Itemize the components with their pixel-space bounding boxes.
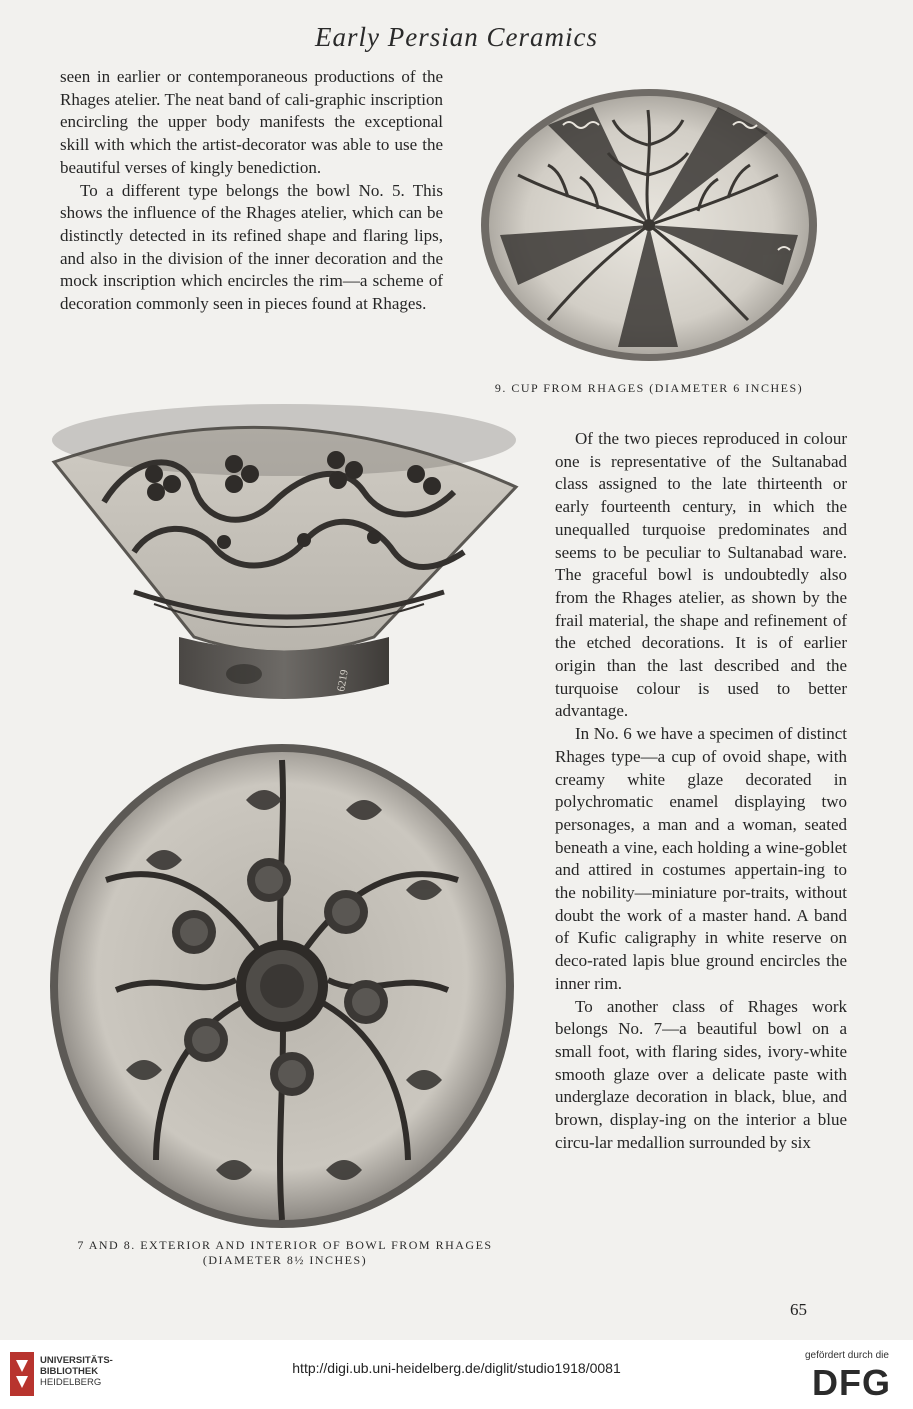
bowl-foot-label: 6219 <box>335 668 351 693</box>
library-name-line-1: UNIVERSITÄTS- <box>40 1355 113 1366</box>
right-paragraph-1: Of the two pieces reproduced in colour one is representative of the Sultanabad class assigned to the late thirteenth or early fourteenth century, in which the unequalled turquoise predominates and seems to be peculiar to Sultanabad ware. The graceful bowl is undoubtedly also from the Rhages atelier, as shown by the frail material, the shape and refinement of the etched decorations. It is of earlier origin than the last described and the turquoise colour is used to better advantage. <box>555 429 847 721</box>
right-paragraph-2: In No. 6 we have a specimen of distinct Rhages type—a cup of ovoid shape, with creamy white glaze decorated in polychromatic enamel displaying two personages, a man and a woman, seated beneath a vine, each holding a wine-goblet and attired in costumes appertain-ing to the nobility—miniature por-traits, without doubt the work of a master hand. A band of Kufic caligraphy in white reserve on deco-rated lapis blue ground encircles the inner rim. <box>555 724 847 993</box>
dfg-logo: DFG <box>812 1362 891 1403</box>
funded-by-label: gefördert durch die <box>805 1350 889 1361</box>
permalink[interactable]: http://digi.ub.uni-heidelberg.de/diglit/studio1918/0081 <box>292 1360 621 1376</box>
bowl-exterior-plate-image <box>44 392 524 722</box>
bowl-caption <box>60 1238 510 1268</box>
cup-plate-image <box>478 85 820 365</box>
right-paragraph-3: To another class of Rhages work belongs No. 7—a beautiful bowl on a small foot, with flaring sides, ivory-white smooth glaze over a delicate paste with underglaze decoration in black, blue, and brown, display-ing on the interior a blue circu-lar medallion surrounded by six <box>555 996 847 1152</box>
left-text-column <box>60 66 443 316</box>
cup-caption: 9. CUP FROM RHAGES (DIAMETER 6 INCHES) <box>494 381 804 395</box>
page-number: 65 <box>790 1300 807 1319</box>
bowl-caption-line-1: 7 AND 8. EXTERIOR AND INTERIOR OF BOWL FROM RHAGES <box>77 1238 493 1252</box>
library-name-line-3: HEIDELBERG <box>40 1377 102 1388</box>
bowl-interior-plate-image <box>46 740 518 1232</box>
left-paragraph-2: To a different type belongs the bowl No. 5. This shows the influence of the Rhages atelier, which can be distinctly detected in its refined shape and flaring lips, and also in the division of the inner decoration and the mock inscription which encircles the rim—a scheme of decoration commonly seen in pieces found at Rhages. <box>60 180 443 314</box>
running-title: Early Persian Ceramics <box>315 22 598 52</box>
right-text-column <box>555 428 847 1155</box>
bowl-caption-line-2: (DIAMETER 8½ INCHES) <box>202 1253 368 1267</box>
library-name-line-2: BIBLIOTHEK <box>40 1366 99 1377</box>
left-paragraph-1: seen in earlier or contemporaneous productions of the Rhages atelier. The neat band of cali-graphic inscription encircling the upper body manifests the exceptional skill with which the artist-decorator was able to use the beautiful verses of kingly benediction. <box>60 67 443 177</box>
